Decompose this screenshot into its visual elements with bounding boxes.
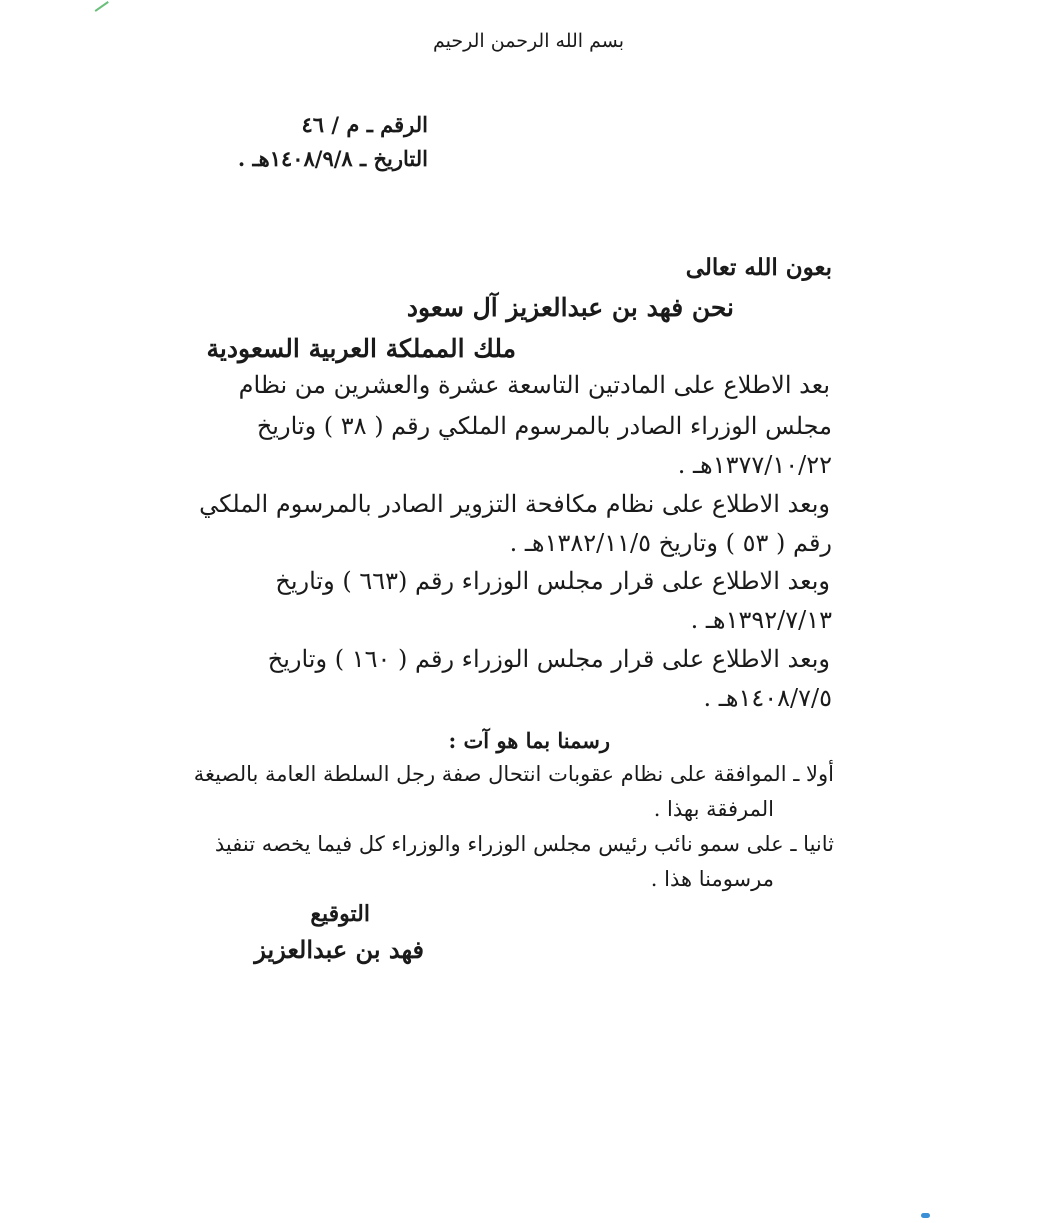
preamble-line: وبعد الاطلاع على قرار مجلس الوزراء رقم ( ١٦٠ ) وتاريخ: [267, 645, 830, 673]
decree-intro: رسمنا بما هو آت :: [448, 728, 610, 753]
document-date: التاريخ ـ ١٤٠٨/٩/٨هـ .: [237, 146, 428, 171]
preamble-line: ١٣٩٢/٧/١٣هـ .: [690, 606, 832, 634]
article-line: أولا ـ الموافقة على نظام عقوبات انتحال صفة رجل السلطة العامة بالصيغة: [193, 762, 834, 786]
corner-mark: [91, 0, 109, 12]
preamble-line: وبعد الاطلاع على نظام مكافحة التزوير الصادر بالمرسوم الملكي: [199, 490, 830, 518]
preamble-line: رقم ( ٥٣ ) وتاريخ ١٣٨٢/١١/٥هـ .: [509, 529, 832, 557]
preamble-line: وبعد الاطلاع على قرار مجلس الوزراء رقم (٦٦٣ ) وتاريخ: [275, 567, 830, 595]
preamble-line: مجلس الوزراء الصادر بالمرسوم الملكي رقم ( ٣٨ ) وتاريخ: [256, 412, 832, 440]
preamble-line: ١٣٧٧/١٠/٢٢هـ .: [677, 451, 832, 479]
opening-invocation: بعون الله تعالى: [685, 254, 832, 281]
signatory-name: فهد بن عبدالعزيز: [254, 935, 424, 964]
signature-label: التوقيع: [310, 901, 370, 927]
king-name: نحن فهد بن عبدالعزيز آل سعود: [406, 293, 734, 322]
article-line: ثانيا ـ على سمو نائب رئيس مجلس الوزراء والوزراء كل فيما يخصه تنفيذ: [214, 832, 834, 856]
preamble-line: ١٤٠٨/٧/٥هـ .: [703, 684, 832, 712]
article-line: مرسومنا هذا .: [650, 867, 774, 891]
edge-speck: [921, 1213, 930, 1218]
article-line: المرفقة بهذا .: [653, 797, 774, 821]
king-title: ملك المملكة العربية السعودية: [206, 334, 516, 363]
basmala: بسم الله الرحمن الرحيم: [433, 30, 624, 52]
reference-number: الرقم ـ م / ٤٦: [301, 112, 428, 137]
preamble-line: بعد الاطلاع على المادتين التاسعة عشرة والعشرين من نظام: [238, 371, 830, 399]
